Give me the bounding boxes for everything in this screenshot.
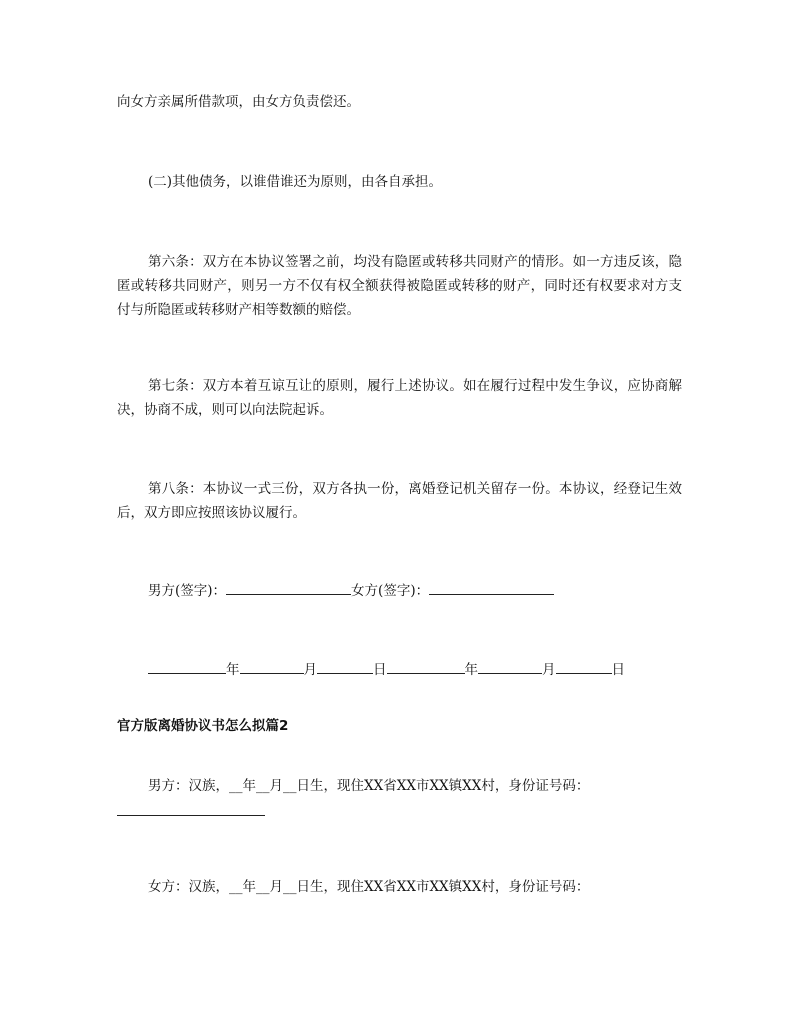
date-line bbox=[148, 658, 688, 682]
day-label: 日 bbox=[373, 662, 387, 678]
paragraph-article-6: 第六条：双方在本协议签署之前，均没有隐匿或转移共同财产的情形。如一方违反该，隐匿或转移共同财产，则另一方不仅有权全额获得被隐匿或转移的财产，同时还有权要求对方支付与所隐匿或转移财产相等数额的赔偿。 bbox=[117, 254, 682, 318]
male-signature-label: 男方(签字)： bbox=[148, 583, 227, 599]
year-label: 年 bbox=[226, 662, 240, 678]
day-label: 日 bbox=[611, 662, 625, 678]
paragraph-continued: 向女方亲属所借款项，由女方负责偿还。 bbox=[117, 94, 360, 110]
month-label: 月 bbox=[303, 662, 317, 678]
male-id-blank[interactable] bbox=[117, 801, 265, 816]
male-month-blank[interactable] bbox=[240, 659, 304, 674]
female-month-blank[interactable] bbox=[478, 659, 542, 674]
year-label: 年 bbox=[464, 662, 478, 678]
female-day-blank[interactable] bbox=[556, 659, 612, 674]
male-day-blank[interactable] bbox=[317, 659, 373, 674]
section-heading: 官方版离婚协议书怎么拟篇2 bbox=[117, 718, 289, 734]
male-id-blank-line bbox=[117, 800, 687, 824]
month-label: 月 bbox=[542, 662, 556, 678]
signature-line bbox=[148, 579, 688, 603]
male-info-line: 男方：汉族，__年__月__日生，现住XX省XX市XX镇XX村，身份证号码： bbox=[148, 778, 590, 794]
female-year-blank[interactable] bbox=[387, 659, 465, 674]
paragraph-other-debts: (二)其他债务，以谁借谁还为原则，由各自承担。 bbox=[148, 174, 443, 190]
female-signature-label: 女方(签字)： bbox=[351, 583, 430, 599]
female-signature-blank[interactable] bbox=[429, 580, 554, 595]
male-signature-blank[interactable] bbox=[226, 580, 351, 595]
female-info-line: 女方：汉族，__年__月__日生，现住XX省XX市XX镇XX村，身份证号码： bbox=[148, 879, 590, 895]
paragraph-article-7: 第七条：双方本着互谅互让的原则，履行上述协议。如在履行过程中发生争议，应协商解决，协商不成，则可以向法院起诉。 bbox=[117, 378, 682, 418]
male-year-blank[interactable] bbox=[148, 659, 226, 674]
paragraph-article-8: 第八条：本协议一式三份，双方各执一份，离婚登记机关留存一份。本协议，经登记生效后，双方即应按照该协议履行。 bbox=[117, 481, 682, 521]
